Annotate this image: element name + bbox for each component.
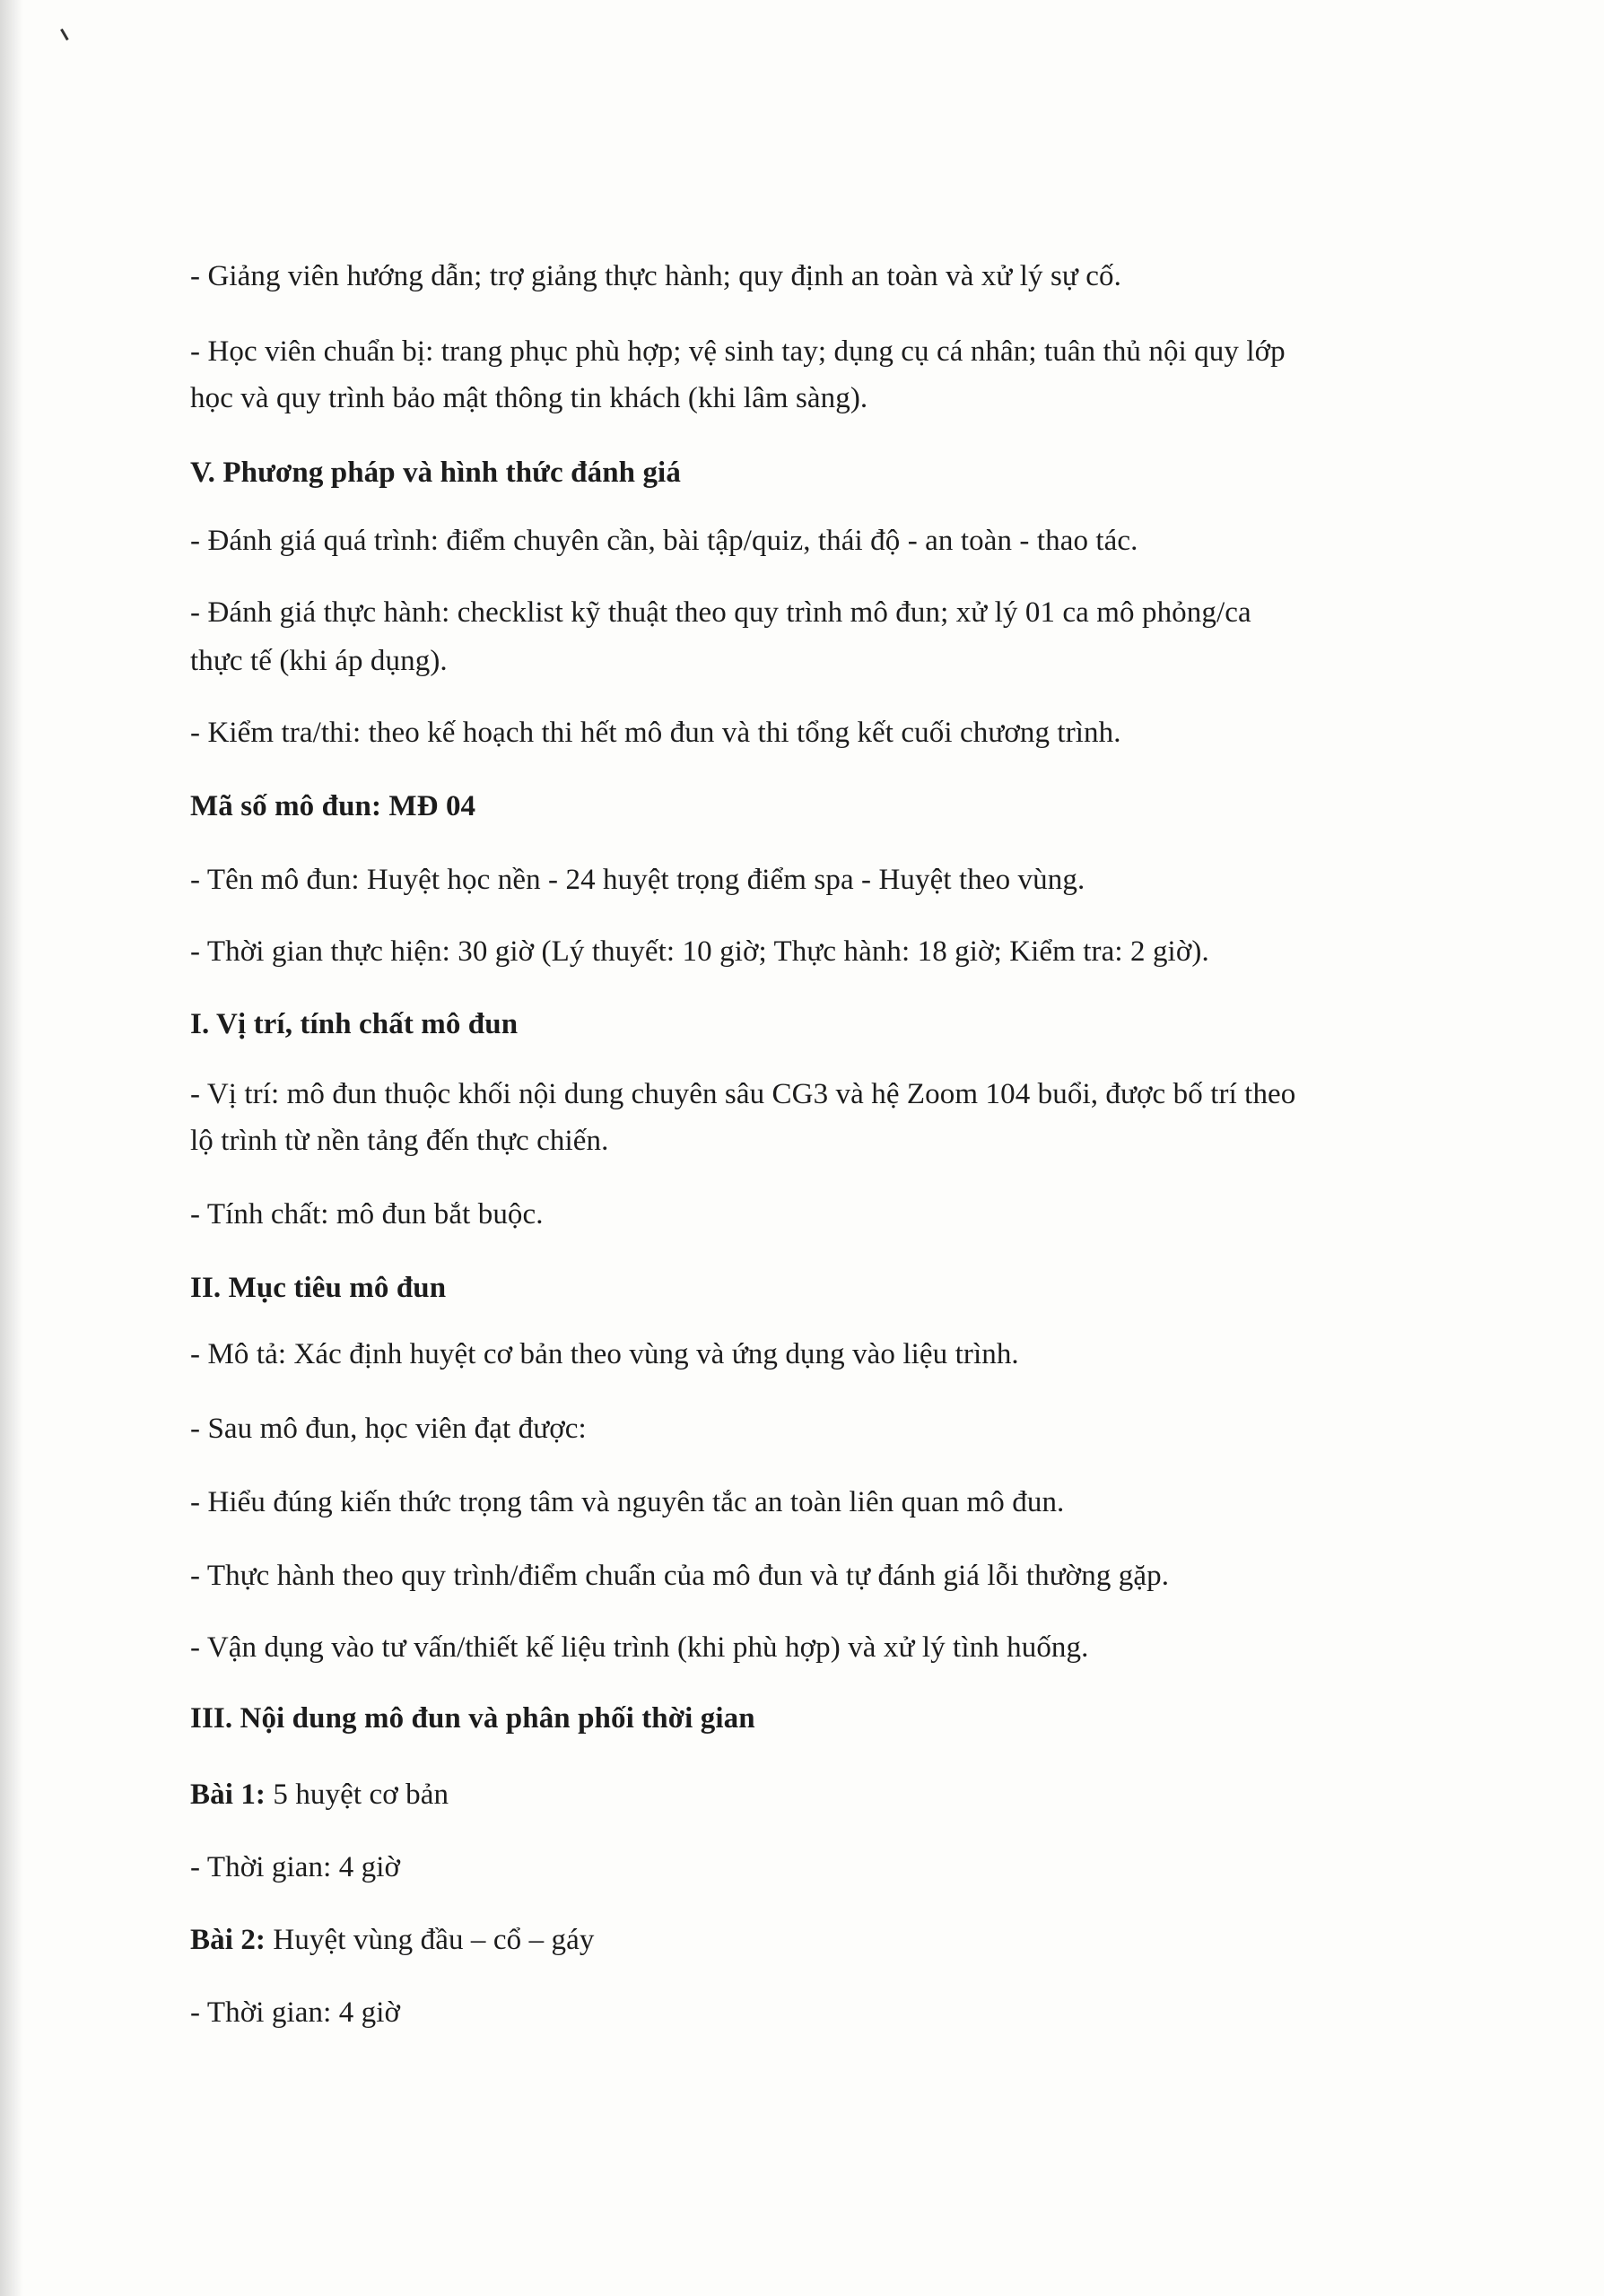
lesson-1-title — [190, 1777, 449, 1813]
text-line: thực tế (khi áp dụng). — [190, 645, 448, 677]
scan-edge-shadow — [0, 0, 23, 2296]
section-heading-v: V. Phương pháp và hình thức đánh giá — [190, 457, 681, 489]
text-line: - Vận dụng vào tư vấn/thiết kế liệu trình (khi phù hợp) và xử lý tình huống. — [190, 1631, 1089, 1664]
section-heading-ii: II. Mục tiêu mô đun — [190, 1272, 447, 1304]
text-line: - Hiểu đúng kiến thức trọng tâm và nguyên tắc an toàn liên quan mô đun. — [190, 1486, 1065, 1518]
text-line: - Đánh giá quá trình: điểm chuyên cần, bài tập/quiz, thái độ - an toàn - thao tác. — [190, 525, 1138, 557]
lesson-2-time: - Thời gian: 4 giờ — [190, 1996, 401, 2029]
text-line: - Đánh giá thực hành: checklist kỹ thuật theo quy trình mô đun; xử lý 01 ca mô phỏng/ca — [190, 596, 1251, 629]
text-line: - Tên mô đun: Huyệt học nền - 24 huyệt trọng điểm spa - Huyệt theo vùng. — [190, 864, 1085, 896]
text-line: - Sau mô đun, học viên đạt được: — [190, 1413, 587, 1445]
text-line: - Thực hành theo quy trình/điểm chuẩn của mô đun và tự đánh giá lỗi thường gặp. — [190, 1560, 1170, 1592]
text-line: - Kiểm tra/thi: theo kế hoạch thi hết mô đun và thi tổng kết cuối chương trình. — [190, 717, 1121, 749]
text-line: - Vị trí: mô đun thuộc khối nội dung chuyên sâu CG3 và hệ Zoom 104 buổi, được bố trí theo — [190, 1078, 1296, 1110]
lesson-2-text: Huyệt vùng đầu – cổ – gáy — [266, 1924, 595, 1956]
lesson-2-label: Bài 2: — [190, 1924, 266, 1956]
text-line: - Thời gian thực hiện: 30 giờ (Lý thuyết: 10 giờ; Thực hành: 18 giờ; Kiểm tra: 2 giờ). — [190, 935, 1209, 968]
lesson-1-label: Bài 1: — [190, 1779, 266, 1811]
text-line: - Giảng viên hướng dẫn; trợ giảng thực hành; quy định an toàn và xử lý sự cố. — [190, 260, 1121, 292]
text-line: học và quy trình bảo mật thông tin khách (khi lâm sàng). — [190, 382, 868, 414]
module-code-heading: Mã số mô đun: MĐ 04 — [190, 790, 476, 822]
text-line: lộ trình từ nền tảng đến thực chiến. — [190, 1125, 609, 1157]
text-line: - Tính chất: mô đun bắt buộc. — [190, 1198, 544, 1231]
section-heading-i: I. Vị trí, tính chất mô đun — [190, 1008, 519, 1040]
lesson-1-text: 5 huyệt cơ bản — [266, 1779, 449, 1811]
section-heading-iii: III. Nội dung mô đun và phân phối thời gian — [190, 1702, 755, 1735]
lesson-1-time: - Thời gian: 4 giờ — [190, 1851, 401, 1883]
scan-corner-mark — [60, 26, 74, 41]
text-line: - Học viên chuẩn bị: trang phục phù hợp; vệ sinh tay; dụng cụ cá nhân; tuân thủ nội quy lớp — [190, 335, 1286, 368]
text-line: - Mô tả: Xác định huyệt cơ bản theo vùng và ứng dụng vào liệu trình. — [190, 1338, 1019, 1370]
lesson-2-title — [190, 1922, 594, 1958]
